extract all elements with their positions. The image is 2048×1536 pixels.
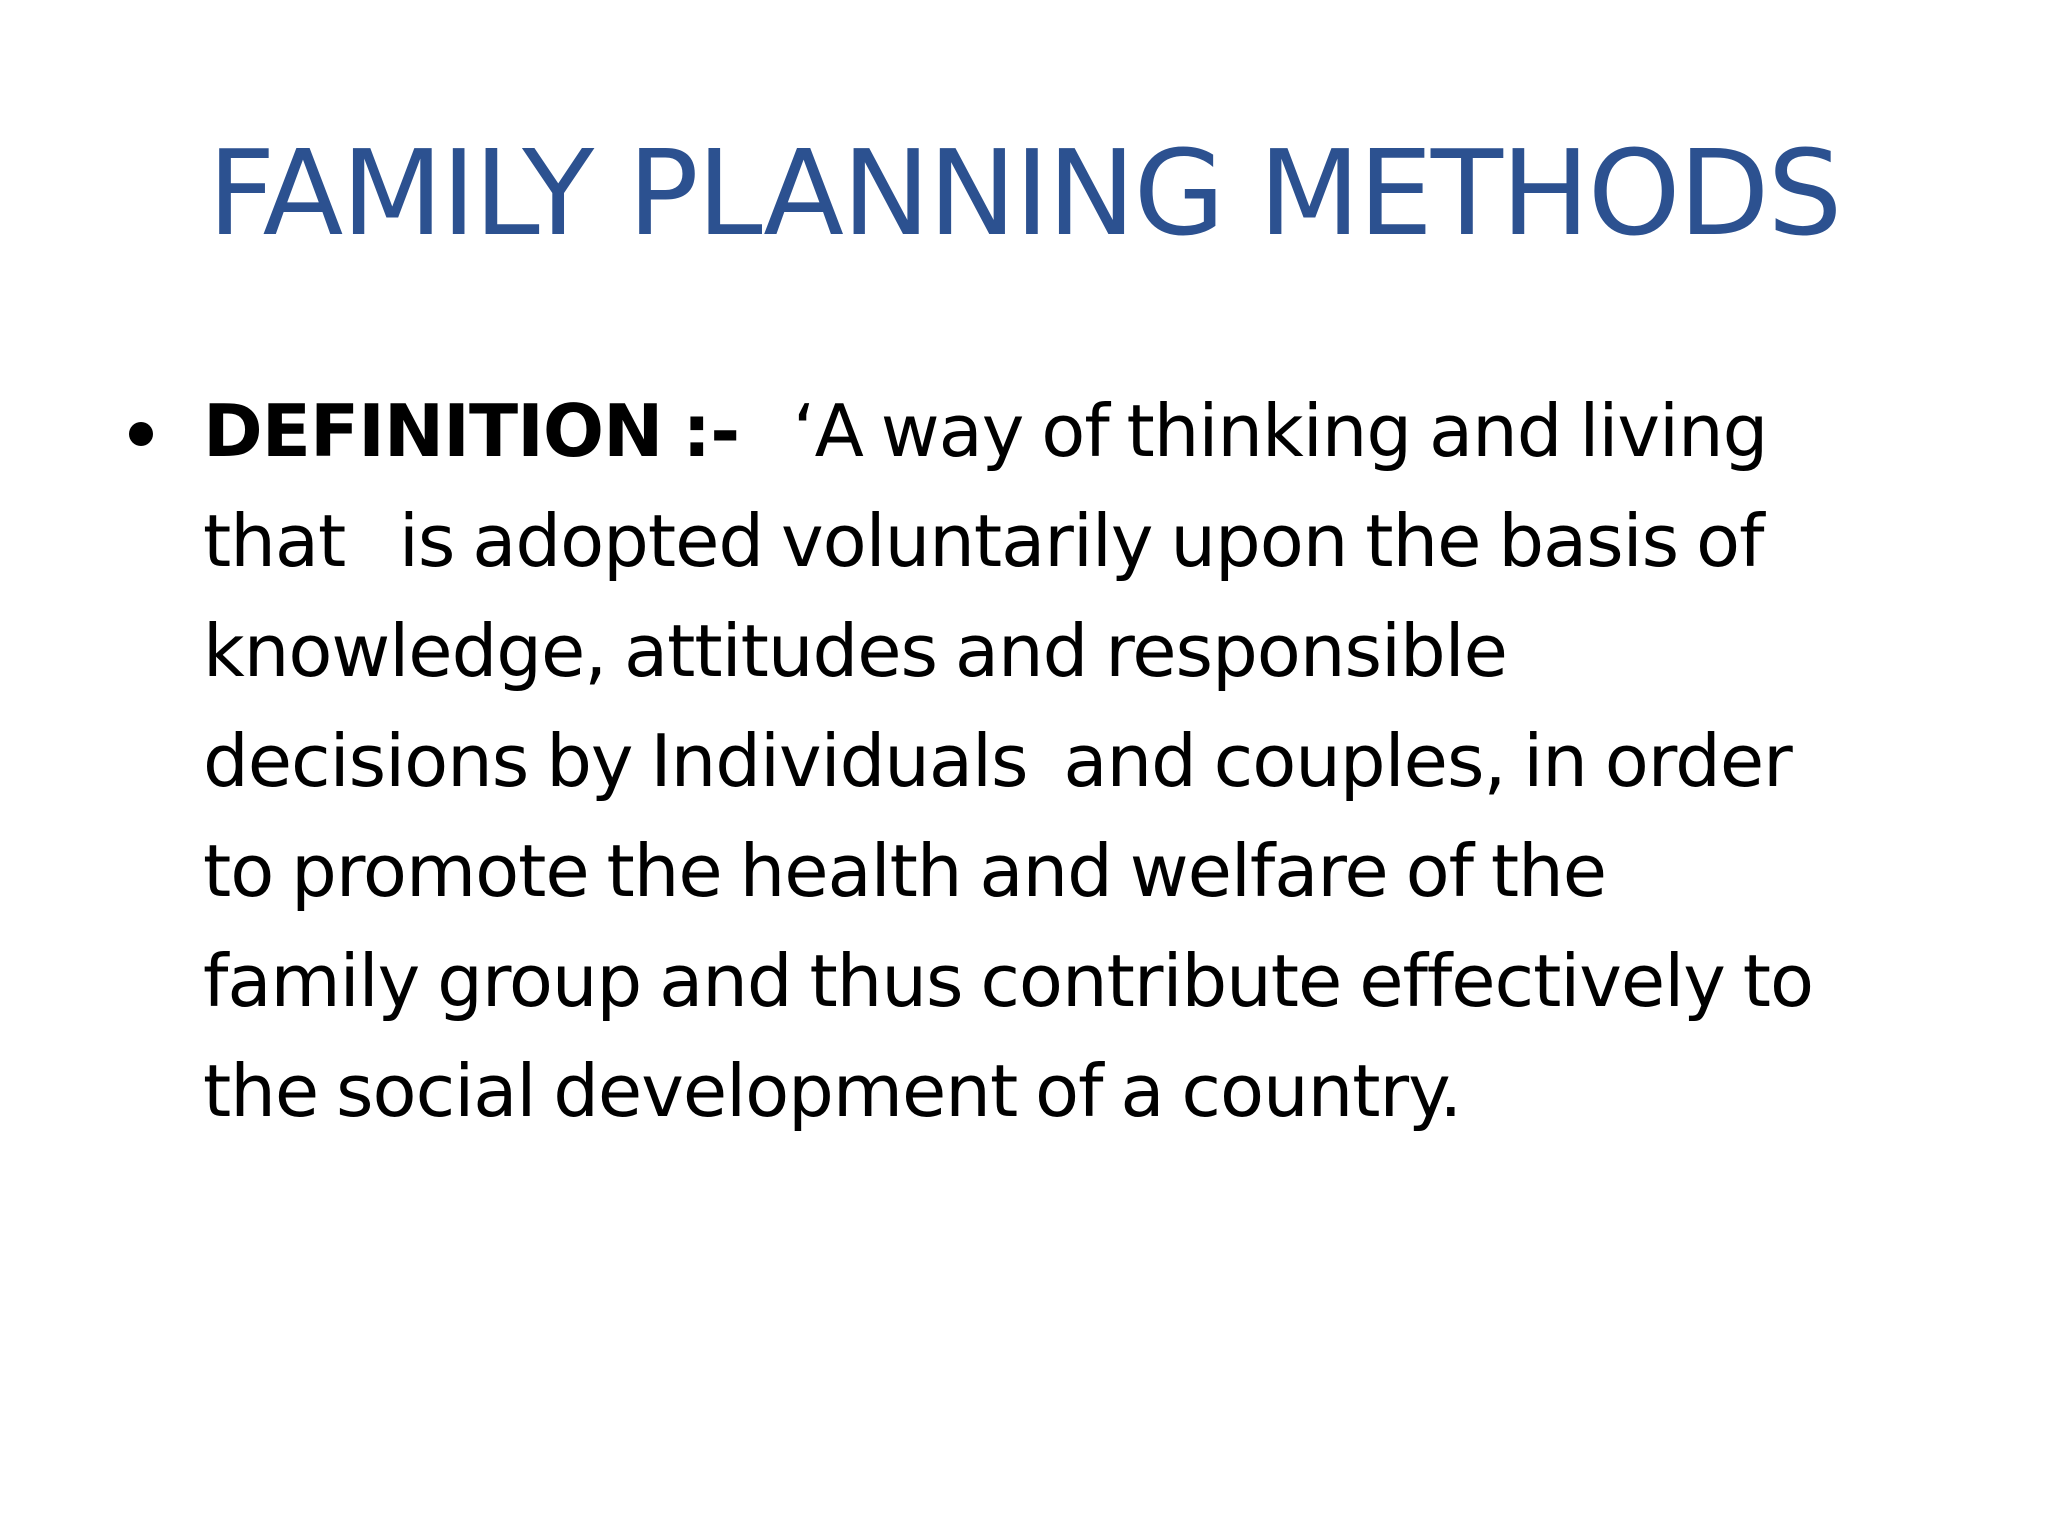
- definition-line-4: decisions by Individuals and couples, in order: [203, 719, 1792, 803]
- definition-line-5: to promote the health and welfare of the: [203, 829, 1607, 913]
- definition-line-1: ‘A way of thinking and living: [739, 389, 1768, 473]
- slide-title: FAMILY PLANNING METHODS: [207, 124, 1841, 262]
- definition-line-3: knowledge, attitudes and responsible: [203, 609, 1507, 693]
- definition-label: DEFINITION :-: [203, 389, 740, 473]
- bullet-icon: [129, 422, 153, 446]
- definition-text: [0, 376, 2003, 1146]
- bullet-list: [0, 376, 2048, 1146]
- definition-line-2: that is adopted voluntarily upon the basis of: [203, 499, 1764, 583]
- list-item: [0, 376, 2048, 1146]
- definition-line-6: family group and thus contribute effectively to: [203, 939, 1813, 1023]
- definition-line-7: the social development of a country.: [203, 1049, 1462, 1133]
